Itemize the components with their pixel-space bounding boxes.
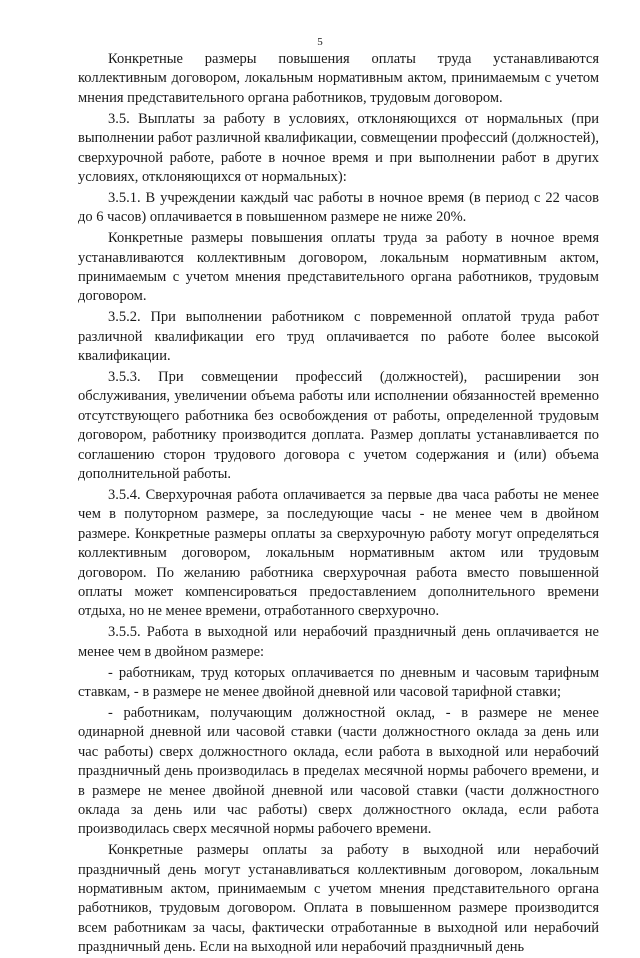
list-item-salaried-workers: - работникам, получающим должностной оклад, - в размере не менее одинарной дневной или часовой ставки (части должностного оклада за день или час работы) сверх должностного оклада, если работа в выходной или нерабочий праздничный день производилась в пределах месячной нормы рабочего времени, и в размере не менее двойной дневной или часовой ставки (части должностного оклада за день или час работы) сверх должностного оклада, если работа производилась сверх месячной нормы рабочего времени. [78, 704, 599, 838]
paragraph-3-5-2: 3.5.2. При выполнении работником с повременной оплатой труда работ различной квалификации его труд оплачивается по работе более высокой квалификации. [78, 309, 599, 365]
paragraph-night-work-sizes: Конкретные размеры повышения оплаты труда за работу в ночное время устанавливаются коллективным договором, локальным нормативным актом, принимаемым с учетом мнения представительного органа работников, трудовым договором. [78, 230, 599, 305]
page-number: 5 [317, 36, 323, 48]
document-body [78, 50, 599, 958]
paragraph-pay-increase-sizes: Конкретные размеры повышения оплаты труда устанавливаются коллективным договором, локальным нормативным актом, принимаемым с учетом мнения представительного органа работников, трудовым договором. [78, 51, 599, 106]
list-item-tariff-rate-workers: - работникам, труд которых оплачивается по дневным и часовым тарифным ставкам, - в размере не менее двойной дневной или часовой тарифной ставки; [78, 664, 599, 700]
paragraph-3-5-3: 3.5.3. При совмещении профессий (должностей), расширении зон обслуживания, увеличении объема работы или исполнении обязанностей временно отсутствующего работника без освобождения от работы, определенной трудовым договором, работнику производится доплата. Размер доплаты устанавливается по соглашению сторон трудового договора с учетом содержания и (или) объема дополнительной работы. [78, 369, 599, 483]
paragraph-3-5-4: 3.5.4. Сверхурочная работа оплачивается за первые два часа работы не менее чем в полуторном размере, за последующие часы - не менее чем в двойном размере. Конкретные размеры оплаты за сверхурочную работу могут определяться коллективным договором, локальным нормативным актом или трудовым договором. По желанию работника сверхурочная работа вместо повышенной оплаты может компенсироваться предоставлением дополнительного времени отдыха, но не менее времени, отработанного сверхурочно. [78, 486, 599, 620]
paragraph-3-5-1: 3.5.1. В учреждении каждый час работы в ночное время (в период с 22 часов до 6 часов) оплачивается в повышенном размере не ниже 20%. [78, 189, 599, 226]
paragraph-holiday-pay-sizes: Конкретные размеры оплаты за работу в выходной или нерабочий праздничный день могут устанавливаться коллективным договором, локальным нормативным актом, принимаемым с учетом мнения представительного органа работников, трудовым договором. Оплата в повышенном размере производится всем работникам за часы, фактически отработанные в выходной или нерабочий праздничный день. Если на выходной или нерабочий праздничный день [78, 842, 599, 956]
paragraph-3-5-5: 3.5.5. Работа в выходной или нерабочий праздничный день оплачивается не менее чем в двойном размере: [78, 624, 599, 660]
paragraph-3-5: 3.5. Выплаты за работу в условиях, отклоняющихся от нормальных (при выполнении работ различной квалификации, совмещении профессий (должностей), сверхурочной работе, работе в ночное время и при выполнении работ в других условиях, отклоняющихся от нормальных): [78, 110, 599, 185]
